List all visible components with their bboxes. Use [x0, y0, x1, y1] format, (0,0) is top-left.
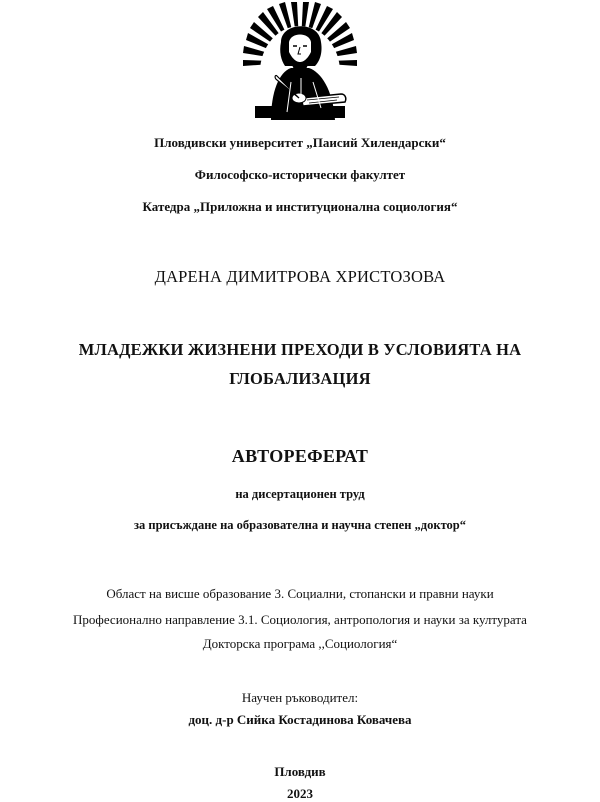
supervisor-name: доц. д-р Сийка Костадинова Ковачева — [188, 712, 412, 727]
city-name: Пловдив — [274, 764, 326, 779]
doctoral-program: Докторска програма ,,Социология“ — [202, 636, 398, 651]
professional-direction: Професионално направление 3.1. Социология, антропология и науки за културата — [73, 612, 527, 627]
dissertation-title-line-2: ГЛОБАЛИЗАЦИЯ — [229, 369, 371, 388]
faculty-name: Философско-исторически факултет — [194, 167, 406, 182]
document-subtitle-line-2: за присъждане на образователна и научна степен „доктор“ — [133, 518, 466, 532]
department-name: Катедра „Приложна и институционална социология“ — [142, 199, 458, 214]
university-emblem-icon — [241, 2, 359, 122]
supervisor-label: Научен ръководител: — [241, 690, 359, 705]
dissertation-title-line-1: МЛАДЕЖКИ ЖИЗНЕНИ ПРЕХОДИ В УСЛОВИЯТА НА — [78, 340, 522, 359]
field-of-education: Област на висше образование 3. Социални, стопански и правни науки — [106, 586, 494, 601]
university-name: Пловдивски университет „Паисий Хилендарски“ — [154, 135, 446, 150]
document-type-heading: АВТОРЕФЕРАТ — [231, 446, 369, 466]
document-subtitle-line-1: на дисертационен труд — [235, 487, 365, 501]
year: 2023 — [287, 786, 313, 801]
author-name: ДАРЕНА ДИМИТРОВА ХРИСТОЗОВА — [154, 267, 446, 286]
